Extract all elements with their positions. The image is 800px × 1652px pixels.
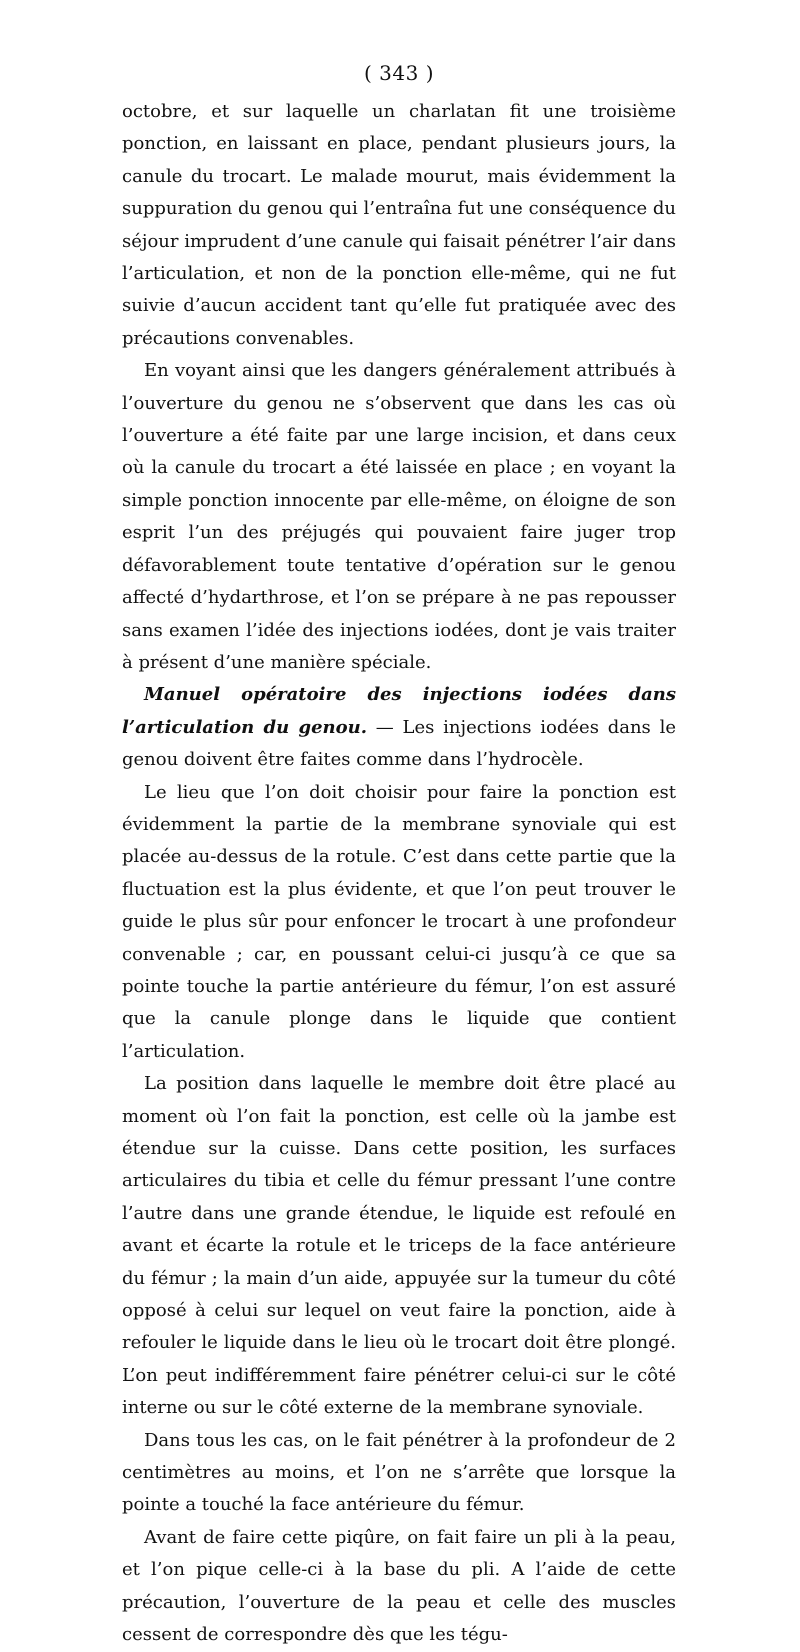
paragraph-5: La position dans laquelle le membre doit être placé au moment où l’on fait la ponction, est celle où la jambe est étendue sur la cuisse. Dans cette position, les surfaces articulaires du tibia et celle du fémur pressant l’une contre l’autre dans une grande étendue, le liquide est refoulé en avant et écarte la rotule et le triceps de la face antérieure du fémur ; la main d’un aide, appuyée sur la tumeur du côté opposé à celui sur lequel on veut faire la ponction, aide à refouler le liquide dans le lieu où le trocart doit être plongé. L’on peut indifféremment faire pénétrer celui-ci sur le côté interne ou sur le côté externe de la membrane synoviale.: [122, 1073, 676, 1419]
paragraph-4: Le lieu que l’on doit choisir pour faire la ponction est évidemment la partie de la membrane synoviale qui est placée au-dessus de la rotule. C’est dans cette partie que la fluctuation est la plus évidente, et que l’on peut trouver le guide le plus sûr pour enfoncer le trocart à une profondeur convenable ; car, en poussant celui-ci jusqu’à ce que sa pointe touche la partie antérieure du fémur, l’on est assuré que la canule plonge dans le liquide que contient l’articulation.: [122, 781, 676, 1062]
paragraph-3: [122, 679, 676, 776]
paragraph-7: Avant de faire cette piqûre, on fait faire un pli à la peau, et l’on pique celle-ci à la base du pli. A l’aide de cette précaution, l’ouverture de la peau et celle des muscles cessent de correspondre dès que les tégu-: [122, 1526, 676, 1646]
paragraph-1: octobre, et sur laquelle un charlatan fit une troisième ponction, en laissant en place, pendant plusieurs jours, la canule du trocart. Le malade mourut, mais évidemment la suppuration du genou qui l’entraîna fut une conséquence du séjour imprudent d’une canule qui faisait pénétrer l’air dans l’articulation, et non de la ponction elle-même, qui ne fut suivie d’aucun accident tant qu’elle fut pratiquée avec des précautions convenables.: [122, 101, 676, 349]
paragraph-2: En voyant ainsi que les dangers généralement attribués à l’ouverture du genou ne s’observent que dans les cas où l’ouverture a été faite par une large incision, et dans ceux où la canule du trocart a été laissée en place ; en voyant la simple ponction innocente par elle-même, on éloigne de son esprit l’un des préjugés qui pouvaient faire juger trop défavorablement toute tentative d’opération sur le genou affecté d’hydarthrose, et l’on se prépare à ne pas repousser sans examen l’idée des injections iodées, dont je vais traiter à présent d’une manière spéciale.: [122, 360, 676, 673]
page-number: ( 343 ): [364, 61, 434, 85]
book-page: [122, 58, 676, 1652]
section-title: Manuel opératoire des injections iodées dans l’articulation du genou.: [122, 684, 676, 738]
section-intro-text: — Les injections iodées dans le genou doivent être faites comme dans l’hydrocèle.: [122, 716, 676, 771]
paragraph-6: Dans tous les cas, on le fait pénétrer à la profondeur de 2 centimètres au moins, et l’on ne s’arrête que lorsque la pointe a touché la face antérieure du fémur.: [122, 1429, 676, 1516]
